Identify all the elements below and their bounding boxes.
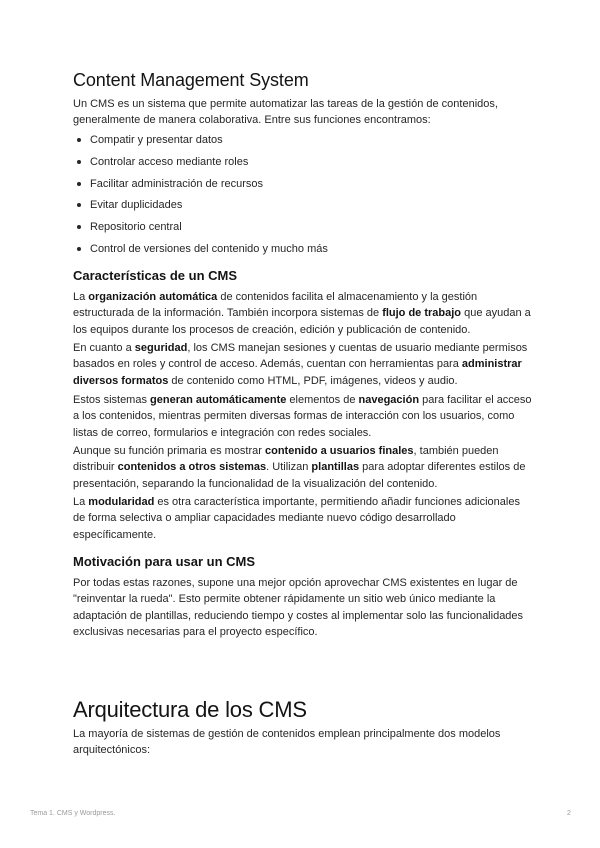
- paragraph-navegacion: Estos sistemas generan automáticamente elementos de navegación para facilitar el acceso a los contenidos, mientras permiten diversas formas de interacción con los usuarios, como listas de correo, formularios e integración con redes sociales.: [73, 394, 532, 439]
- list-item: Evitar duplicidades: [73, 197, 529, 219]
- subheading-caracteristicas: Características de un CMS: [73, 268, 238, 283]
- features-list: [73, 132, 529, 263]
- list-item: Repositorio central: [73, 219, 529, 241]
- intro-paragraph: Un CMS es un sistema que permite automatizar las tareas de la gestión de contenidos, generalmente de manera colaborativa. Entre sus funciones encontramos:: [73, 98, 498, 127]
- list-item: Controlar acceso mediante roles: [73, 154, 529, 176]
- paragraph-modularidad: La modularidad es otra característica importante, permitiendo añadir funciones adicionales de forma selectiva o ampliar capacidades mediante nuevo código desarrollado específicamente.: [73, 496, 520, 541]
- list-item: Compatir y presentar datos: [73, 132, 529, 154]
- paragraph-seguridad: En cuanto a seguridad, los CMS manejan sesiones y cuentas de usuario mediante permisos basados en roles y control de acceso. Además, cuentan con herramientas para administrar diversos formatos de contenido como HTML, PDF, imágenes, videos y audio.: [73, 342, 528, 387]
- paragraph-motivacion: Por todas estas razones, supone una mejor opción aprovechar CMS existentes en lugar de "reinventar la rueda". Esto permite obtener rápidamente un sitio web único mediante la adaptación de plantillas, reduciendo tiempo y costes al implementar solo las funcionalidades exclusivas necesarias para el proyecto específico.: [73, 577, 524, 639]
- section-title-cms: Content Management System: [73, 70, 309, 90]
- list-item: Control de versiones del contenido y mucho más: [73, 241, 529, 263]
- paragraph-organizacion: La organización automática de contenidos facilita el almacenamiento y la gestión estructurada de la información. También incorpora sistemas de flujo de trabajo que ayudan a los equipos durante los procesos de creación, edición y publicación de contenido.: [73, 291, 531, 336]
- footer-title: Tema 1. CMS y Wordpress.: [30, 810, 116, 817]
- page-number: 2: [567, 810, 571, 817]
- paragraph-distribucion: Aunque su función primaria es mostrar contenido a usuarios finales, también pueden distribuir contenidos a otros sistemas. Utilizan plantillas para adoptar diferentes estilos de presentación, separando la funcionalidad de la visualización del contenido.: [73, 445, 526, 490]
- subheading-motivacion: Motivación para usar un CMS: [73, 554, 256, 569]
- list-item: Facilitar administración de recursos: [73, 176, 529, 198]
- paragraph-arquitectura: La mayoría de sistemas de gestión de contenidos emplean principalmente dos modelos arquitectónicos:: [73, 728, 501, 757]
- section-title-arquitectura: Arquitectura de los CMS: [73, 697, 307, 722]
